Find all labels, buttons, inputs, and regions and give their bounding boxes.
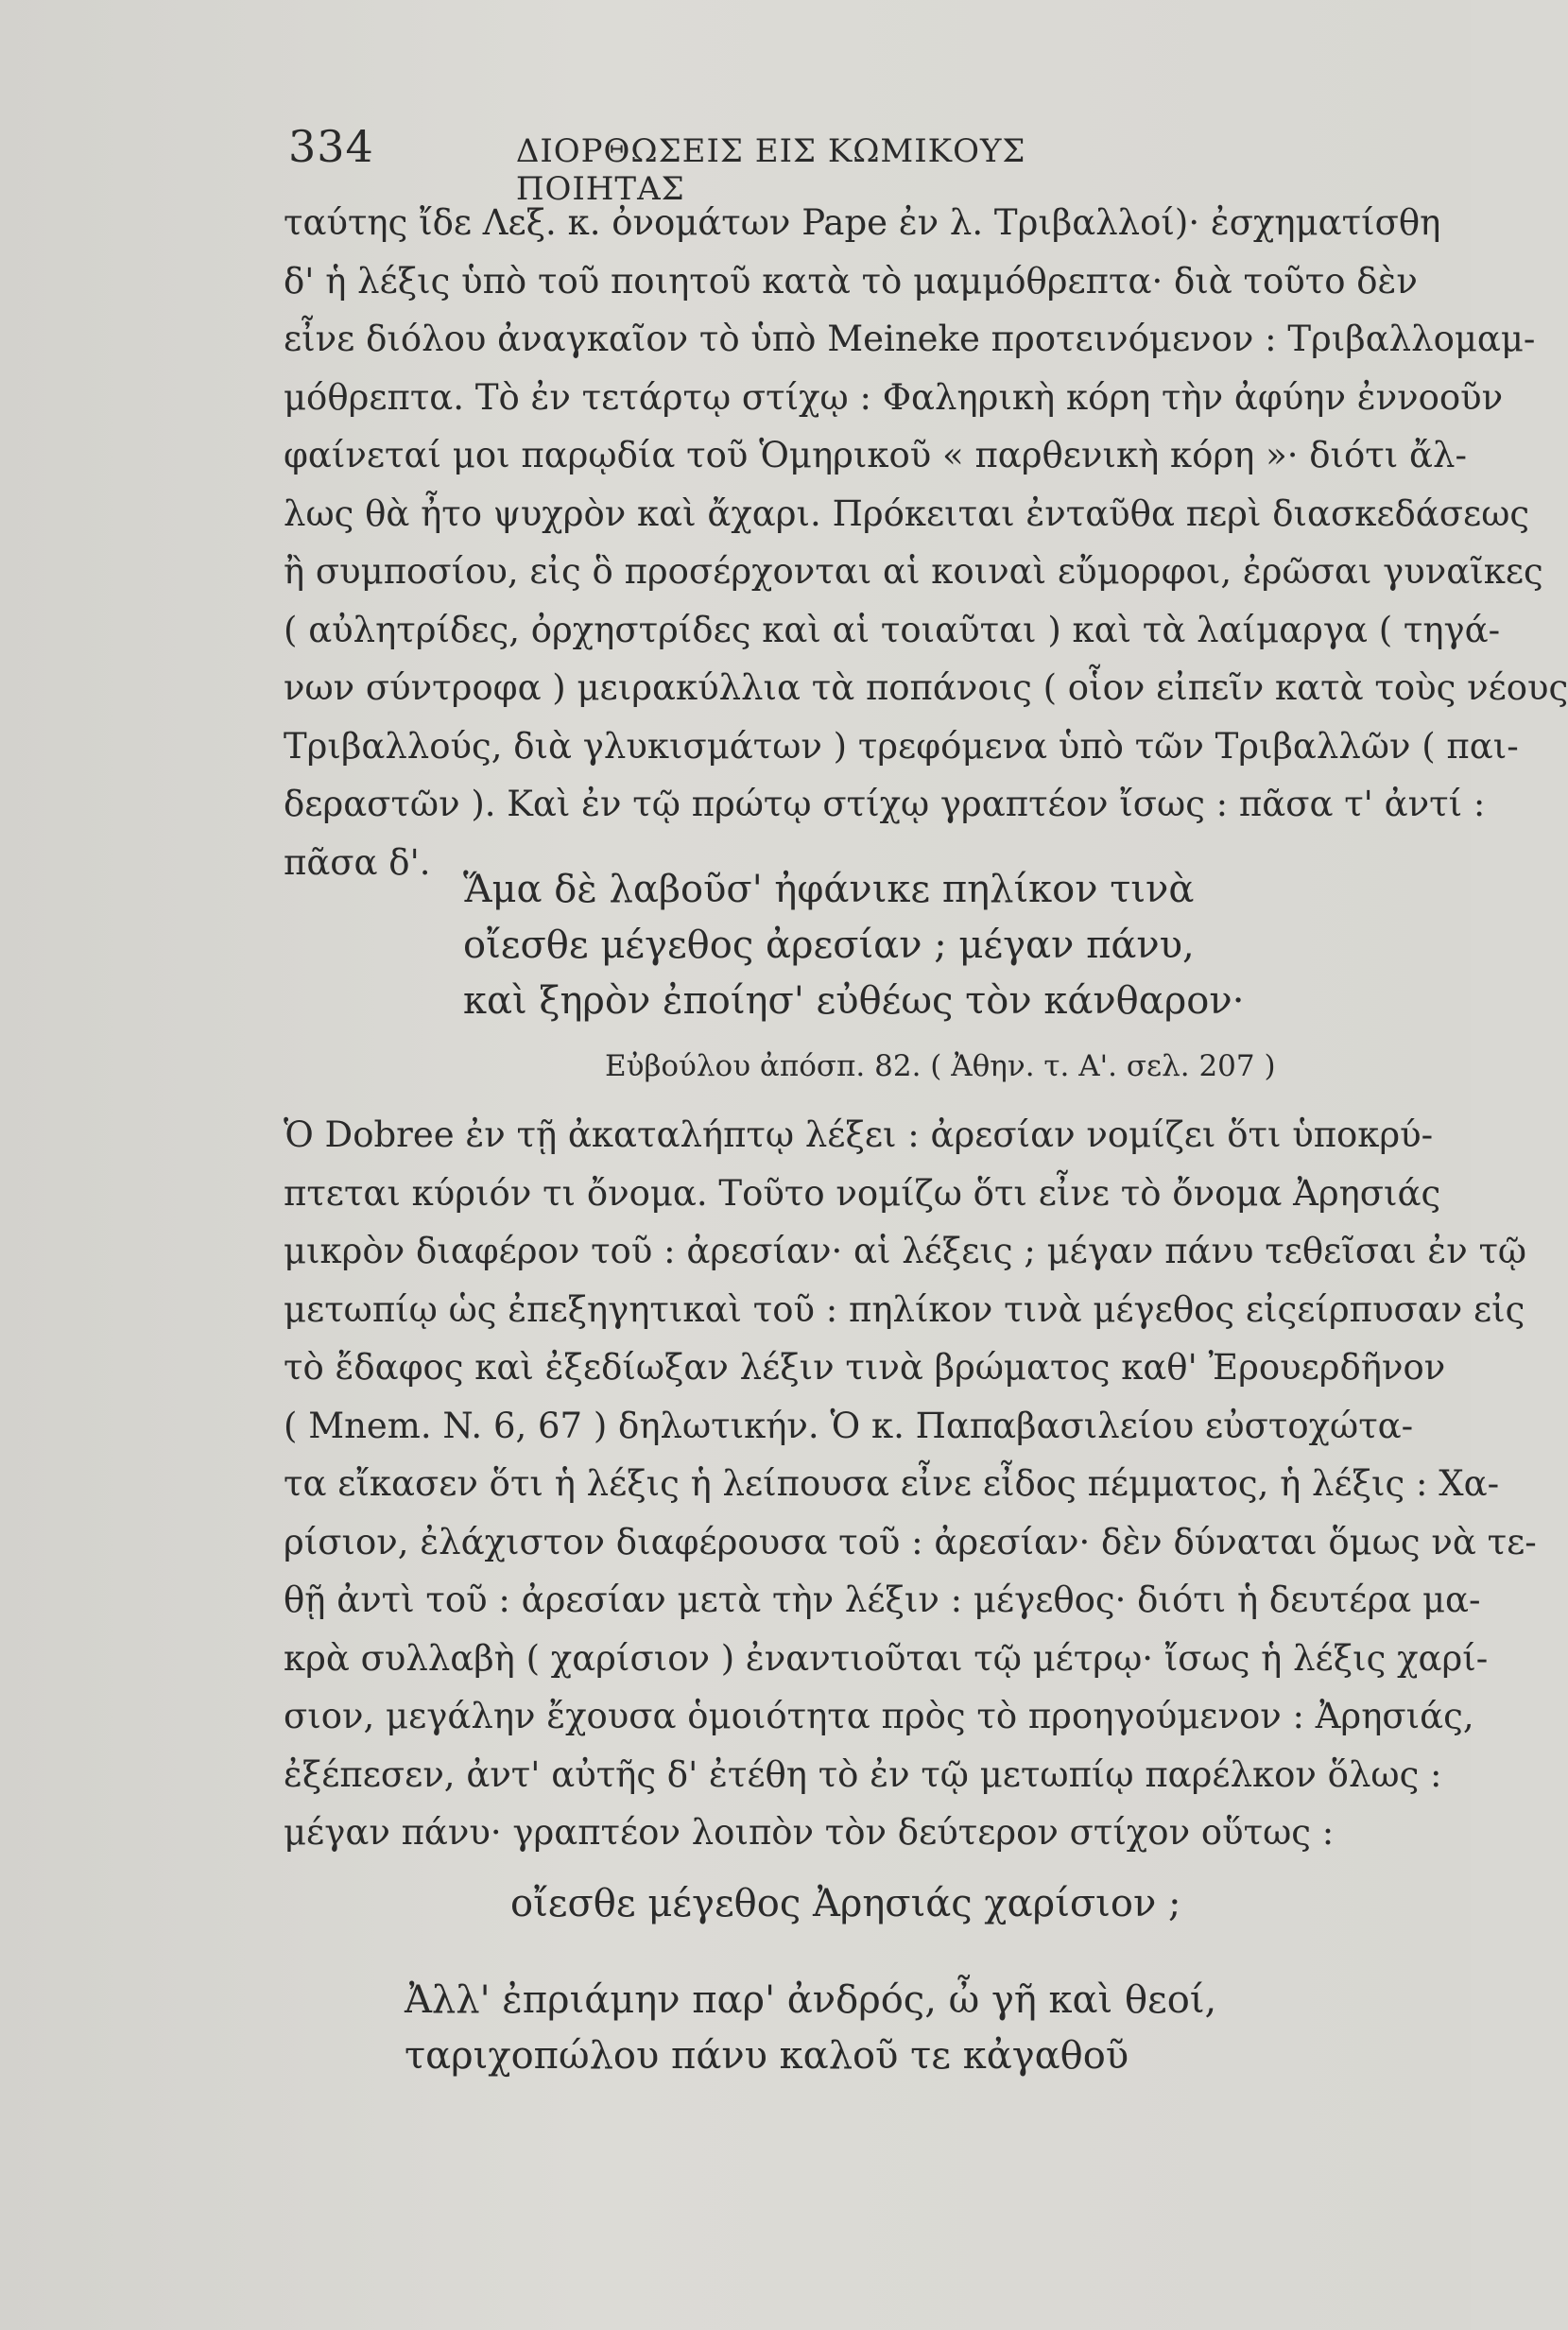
text-line: φαίνεταί μοι παρῳδία τοῦ Ὁμηρικοῦ « παρθενικὴ κόρη »· διότι ἄλ- (284, 435, 1467, 475)
text-line: κρὰ συλλαβὴ ( χαρίσιον ) ἐναντιοῦται τῷ μέτρῳ· ἴσως ἡ λέξις χαρί- (284, 1637, 1489, 1679)
text-line: δ' ἡ λέξις ὑπὸ τοῦ ποιητοῦ κατὰ τὸ μαμμόθρεπτα· διὰ τοῦτο δὲν (284, 260, 1418, 302)
text-line: μετωπίῳ ὡς ἐπεξηγητικαὶ τοῦ : πηλίκον τινὰ μέγεθος εἰςείρπυσαν εἰς (284, 1288, 1525, 1330)
text-line: ταύτης ἴδε Λεξ. κ. ὀνομάτων Pape ἐν λ. Τριβαλλοί)· ἐσχηματίσθη (284, 202, 1441, 243)
verse-line: καὶ ξηρὸν ἐποίησ' εὐθέως τὸν κάνθαρον· (463, 979, 1245, 1023)
running-title: ΔΙΟΡΘΩΣΕΙΣ ΕΙΣ ΚΩΜΙΚΟΥΣ ΠΟΙΗΤΑΣ (515, 132, 1026, 208)
text-line: μικρὸν διαφέρον τοῦ : ἀρεσίαν· αἱ λέξεις ; μέγαν πάνυ τεθεῖσαι ἐν τῷ (284, 1231, 1527, 1271)
text-line: πτεται κύριόν τι ὄνομα. Τοῦτο νομίζω ὅτι εἶνε τὸ ὄνομα Ἀρησιάς (284, 1172, 1441, 1214)
text-line: ( Mnem. N. 6, 67 ) δηλωτικήν. Ὁ κ. Παπαβασιλείου εὐστοχώτα- (284, 1405, 1414, 1446)
text-line: μέγαν πάνυ· γραπτέον λοιπὸν τὸν δεύτερον στίχον οὕτως : (284, 1812, 1335, 1853)
text-line: τα εἴκασεν ὅτι ἡ λέξις ἡ λείπουσα εἶνε εἶδος πέμματος, ἡ λέξις : Χα- (284, 1463, 1500, 1504)
verse-quote-1 (463, 862, 1244, 1029)
text-line: εἶνε διόλου ἀναγκαῖον τὸ ὑπὸ Meineke προτεινόμενον : Τριβαλλομαμ- (284, 319, 1536, 359)
text-line: ἢ συμποσίου, εἰς ὃ προσέρχονται αἱ κοιναὶ εὔμορφοι, ἐρῶσαι γυναῖκες (284, 551, 1543, 592)
verse-line: Ἀλλ' ἐπριάμην παρ' ἀνδρός, ὦ γῆ καὶ θεοί, (405, 1978, 1217, 2022)
text-line: μόθρεπτα. Τὸ ἐν τετάρτῳ στίχῳ : Φαληρικὴ κόρη τὴν ἀφύην ἐννοοῦν (284, 376, 1504, 418)
verse-quote-2 (405, 1973, 1216, 2084)
page-number: 334 (288, 121, 374, 172)
text-line: Τριβαλλούς, διὰ γλυκισμάτων ) τρεφόμενα ὑπὸ τῶν Τριβαλλῶν ( παι- (284, 725, 1519, 767)
text-line: τὸ ἔδαφος καὶ ἐξεδίωξαν λέξιν τινὰ βρώματος καθ' Ἐρουερδῆνον (284, 1347, 1446, 1388)
text-line: ( αὐλητρίδες, ὀρχηστρίδες καὶ αἱ τοιαῦται ) καὶ τὰ λαίμαργα ( τηγά- (284, 609, 1501, 650)
text-line: ἐξέπεσεν, ἀντ' αὐτῆς δ' ἐτέθη τὸ ἐν τῷ μετωπίῳ παρέλκον ὅλως : (284, 1753, 1442, 1795)
text-line: θῇ ἀντὶ τοῦ : ἀρεσίαν μετὰ τὴν λέξιν : μέγεθος· διότι ἡ δευτέρα μα- (284, 1579, 1481, 1620)
paragraph-1 (284, 194, 1568, 891)
text-line: δεραστῶν ). Καὶ ἐν τῷ πρώτῳ στίχῳ γραπτέον ἴσως : πᾶσα τ' ἀντί : (284, 784, 1486, 824)
verse-source-citation: Εὐβούλου ἀπόσπ. 82. ( Ἀθην. τ. Α'. σελ. 207 ) (605, 1049, 1276, 1083)
verse-line: οἴεσθε μέγεθος ἀρεσίαν ; μέγαν πάνυ, (463, 923, 1195, 967)
verse-line: Ἅμα δὲ λαβοῦσ' ἠφάνικε πηλίκον τινὰ (463, 868, 1195, 911)
text-line: σιον, μεγάλην ἔχουσα ὁμοιότητα πρὸς τὸ προηγούμενον : Ἀρησιάς, (284, 1696, 1474, 1736)
text-line: Ὁ Dobree ἐν τῇ ἀκαταλήπτῳ λέξει : ἀρεσίαν νομίζει ὅτι ὑποκρύ- (284, 1114, 1434, 1155)
verse-emendation: οἴεσθε μέγεθος Ἀρησιάς χαρίσιον ; (510, 1882, 1181, 1925)
verse-line: ταριχοπώλου πάνυ καλοῦ τε κἀγαθοῦ (405, 2034, 1129, 2078)
text-line: πᾶσα δ'. (284, 841, 431, 883)
paragraph-2 (284, 1106, 1537, 1862)
text-line: νων σύντροφα ) μειρακύλλια τὰ ποπάνοις ( οἷον εἰπεῖν κατὰ τοὺς νέους (284, 667, 1568, 708)
text-line: λως θὰ ἦτο ψυχρὸν καὶ ἄχαρι. Πρόκειται ἐνταῦθα περὶ διασκεδάσεως (284, 492, 1530, 534)
text-line: ρίσιον, ἐλάχιστον διαφέρουσα τοῦ : ἀρεσίαν· δὲν δύναται ὅμως νὰ τε- (284, 1521, 1537, 1562)
